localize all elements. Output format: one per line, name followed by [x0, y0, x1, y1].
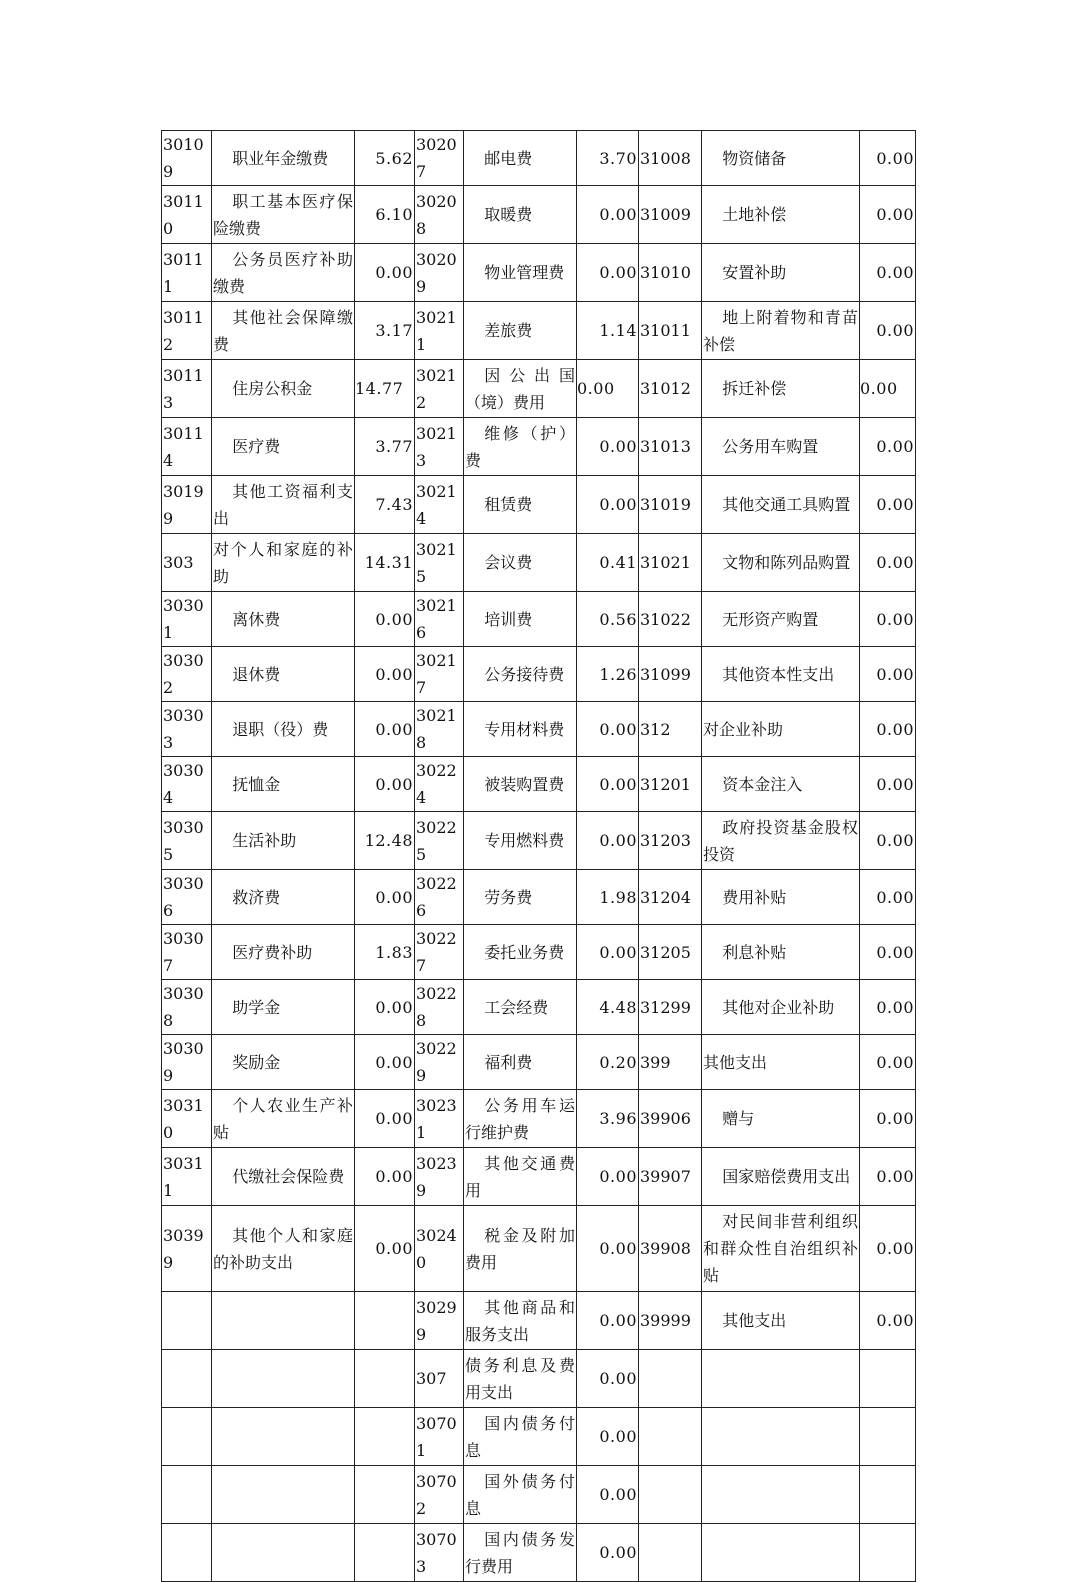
group3-amount-cell: 0.00 — [860, 302, 916, 360]
group2-amount-cell: 0.00 — [577, 360, 639, 418]
group3-code-cell: 31205 — [639, 925, 702, 980]
group1-code-cell: 30308 — [162, 980, 212, 1035]
group2-code-cell: 30209 — [415, 244, 464, 302]
group1-amount-cell: 0.00 — [355, 592, 415, 647]
group1-code-cell: 30110 — [162, 186, 212, 244]
group2-code-cell: 30231 — [415, 1090, 464, 1148]
group2-name-cell: 取暖费 — [464, 186, 577, 244]
group3-amount-cell: 0.00 — [860, 702, 916, 757]
group2-amount-cell: 0.00 — [577, 1292, 639, 1350]
group2-name-cell: 专用材料费 — [464, 702, 577, 757]
group2-amount-cell: 0.00 — [577, 418, 639, 476]
group1-code-cell: 30112 — [162, 302, 212, 360]
group3-code-cell: 31201 — [639, 757, 702, 812]
table-row — [162, 186, 916, 244]
group1-code-cell: 30302 — [162, 647, 212, 702]
group2-name-cell: 专用燃料费 — [464, 812, 577, 870]
group2-code-cell: 30228 — [415, 980, 464, 1035]
group2-amount-cell: 0.00 — [577, 1148, 639, 1206]
group3-name-cell — [702, 1524, 860, 1582]
group3-code-cell — [639, 1466, 702, 1524]
group3-name-cell — [702, 1350, 860, 1408]
group3-name-cell: 公务用车购置 — [702, 418, 860, 476]
group1-name-cell: 助学金 — [212, 980, 355, 1035]
group1-code-cell: 30304 — [162, 757, 212, 812]
group3-code-cell: 39908 — [639, 1206, 702, 1292]
group2-amount-cell: 1.98 — [577, 870, 639, 925]
group1-code-cell: 30305 — [162, 812, 212, 870]
group2-code-cell: 30215 — [415, 534, 464, 592]
group1-name-cell: 医疗费 — [212, 418, 355, 476]
group1-name-cell — [212, 1466, 355, 1524]
table-row — [162, 925, 916, 980]
group2-name-cell: 国外债务付息 — [464, 1466, 577, 1524]
group3-amount-cell: 0.00 — [860, 980, 916, 1035]
group1-name-cell: 救济费 — [212, 870, 355, 925]
group2-code-cell: 30702 — [415, 1466, 464, 1524]
group3-name-cell: 安置补助 — [702, 244, 860, 302]
group2-code-cell: 30207 — [415, 131, 464, 186]
group2-code-cell: 30703 — [415, 1524, 464, 1582]
group2-code-cell: 30240 — [415, 1206, 464, 1292]
group3-code-cell: 31009 — [639, 186, 702, 244]
group2-name-cell: 其他交通费用 — [464, 1148, 577, 1206]
group2-name-cell: 工会经费 — [464, 980, 577, 1035]
table-row — [162, 131, 916, 186]
group1-name-cell: 个人农业生产补贴 — [212, 1090, 355, 1148]
budget-expense-table — [161, 130, 916, 1582]
group2-code-cell: 30208 — [415, 186, 464, 244]
group2-code-cell: 30299 — [415, 1292, 464, 1350]
group1-code-cell — [162, 1466, 212, 1524]
group2-code-cell: 30225 — [415, 812, 464, 870]
group3-amount-cell: 0.00 — [860, 1148, 916, 1206]
table-row — [162, 1466, 916, 1524]
table-row — [162, 1408, 916, 1466]
group1-code-cell: 30307 — [162, 925, 212, 980]
group3-name-cell: 文物和陈列品购置 — [702, 534, 860, 592]
group2-code-cell: 30218 — [415, 702, 464, 757]
table-row — [162, 1148, 916, 1206]
table-body — [162, 131, 916, 1582]
group3-amount-cell: 0.00 — [860, 812, 916, 870]
group2-name-cell: 公务用车运行维护费 — [464, 1090, 577, 1148]
group1-amount-cell: 14.31 — [355, 534, 415, 592]
group2-code-cell: 30227 — [415, 925, 464, 980]
table-row — [162, 1206, 916, 1292]
group3-code-cell: 31019 — [639, 476, 702, 534]
group1-code-cell: 30199 — [162, 476, 212, 534]
group2-name-cell: 培训费 — [464, 592, 577, 647]
group2-amount-cell: 0.00 — [577, 702, 639, 757]
group2-name-cell: 租赁费 — [464, 476, 577, 534]
group3-name-cell: 其他交通工具购置 — [702, 476, 860, 534]
group1-name-cell — [212, 1350, 355, 1408]
group1-amount-cell: 7.43 — [355, 476, 415, 534]
group3-code-cell: 31022 — [639, 592, 702, 647]
group3-amount-cell — [860, 1466, 916, 1524]
group1-amount-cell: 3.77 — [355, 418, 415, 476]
group2-amount-cell: 0.00 — [577, 244, 639, 302]
group1-code-cell: 30309 — [162, 1035, 212, 1090]
group1-name-cell: 抚恤金 — [212, 757, 355, 812]
group3-code-cell: 39906 — [639, 1090, 702, 1148]
table-row — [162, 302, 916, 360]
group2-amount-cell: 0.00 — [577, 925, 639, 980]
group3-name-cell: 地上附着物和青苗补偿 — [702, 302, 860, 360]
group3-amount-cell: 0.00 — [860, 592, 916, 647]
group1-name-cell: 奖励金 — [212, 1035, 355, 1090]
group2-name-cell: 会议费 — [464, 534, 577, 592]
group2-name-cell: 被装购置费 — [464, 757, 577, 812]
group2-name-cell: 因公出国（境）费用 — [464, 360, 577, 418]
group3-amount-cell: 0.00 — [860, 244, 916, 302]
group3-name-cell: 政府投资基金股权投资 — [702, 812, 860, 870]
group1-amount-cell: 0.00 — [355, 870, 415, 925]
group1-amount-cell: 3.17 — [355, 302, 415, 360]
group2-name-cell: 委托业务费 — [464, 925, 577, 980]
table-row — [162, 592, 916, 647]
group3-name-cell: 其他资本性支出 — [702, 647, 860, 702]
group2-amount-cell: 0.41 — [577, 534, 639, 592]
group1-amount-cell: 0.00 — [355, 647, 415, 702]
group1-name-cell: 医疗费补助 — [212, 925, 355, 980]
group2-amount-cell: 0.00 — [577, 186, 639, 244]
group1-name-cell: 其他工资福利支出 — [212, 476, 355, 534]
group1-amount-cell: 0.00 — [355, 980, 415, 1035]
group3-code-cell: 31012 — [639, 360, 702, 418]
group3-name-cell — [702, 1408, 860, 1466]
group3-code-cell: 312 — [639, 702, 702, 757]
group3-amount-cell: 0.00 — [860, 1206, 916, 1292]
group1-amount-cell: 0.00 — [355, 1090, 415, 1148]
group3-name-cell: 利息补贴 — [702, 925, 860, 980]
group3-name-cell — [702, 1466, 860, 1524]
group2-code-cell: 30212 — [415, 360, 464, 418]
table-row — [162, 702, 916, 757]
group2-code-cell: 30211 — [415, 302, 464, 360]
group3-code-cell: 31204 — [639, 870, 702, 925]
group2-code-cell: 30239 — [415, 1148, 464, 1206]
table-row — [162, 1090, 916, 1148]
group1-code-cell — [162, 1292, 212, 1350]
group3-amount-cell: 0.00 — [860, 360, 916, 418]
group2-code-cell: 30226 — [415, 870, 464, 925]
group2-amount-cell: 0.56 — [577, 592, 639, 647]
group3-name-cell: 费用补贴 — [702, 870, 860, 925]
group2-name-cell: 其他商品和服务支出 — [464, 1292, 577, 1350]
group2-name-cell: 公务接待费 — [464, 647, 577, 702]
group2-amount-cell: 0.00 — [577, 1206, 639, 1292]
group3-amount-cell: 0.00 — [860, 647, 916, 702]
group3-amount-cell: 0.00 — [860, 757, 916, 812]
group1-code-cell: 30301 — [162, 592, 212, 647]
group3-code-cell: 31010 — [639, 244, 702, 302]
group3-code-cell: 31013 — [639, 418, 702, 476]
group1-code-cell: 303 — [162, 534, 212, 592]
group2-code-cell: 307 — [415, 1350, 464, 1408]
group3-name-cell: 无形资产购置 — [702, 592, 860, 647]
group3-amount-cell: 0.00 — [860, 476, 916, 534]
group3-code-cell: 31099 — [639, 647, 702, 702]
table-row — [162, 1524, 916, 1582]
group1-name-cell: 职工基本医疗保险缴费 — [212, 186, 355, 244]
group1-amount-cell: 0.00 — [355, 1035, 415, 1090]
group2-code-cell: 30217 — [415, 647, 464, 702]
group1-amount-cell: 14.77 — [355, 360, 415, 418]
group3-code-cell: 31299 — [639, 980, 702, 1035]
group1-code-cell: 30111 — [162, 244, 212, 302]
group3-amount-cell: 0.00 — [860, 418, 916, 476]
group3-code-cell: 31011 — [639, 302, 702, 360]
group1-amount-cell: 0.00 — [355, 757, 415, 812]
group3-name-cell: 物资储备 — [702, 131, 860, 186]
group1-amount-cell — [355, 1350, 415, 1408]
table-row — [162, 360, 916, 418]
group3-amount-cell: 0.00 — [860, 870, 916, 925]
group3-amount-cell — [860, 1524, 916, 1582]
group1-amount-cell: 0.00 — [355, 244, 415, 302]
table-row — [162, 534, 916, 592]
group1-name-cell — [212, 1292, 355, 1350]
group2-code-cell: 30224 — [415, 757, 464, 812]
group1-name-cell: 代缴社会保险费 — [212, 1148, 355, 1206]
group2-name-cell: 国内债务发行费用 — [464, 1524, 577, 1582]
group3-amount-cell: 0.00 — [860, 1035, 916, 1090]
group3-name-cell: 土地补偿 — [702, 186, 860, 244]
table-row — [162, 418, 916, 476]
group2-amount-cell: 0.00 — [577, 757, 639, 812]
group3-code-cell: 31008 — [639, 131, 702, 186]
group2-name-cell: 国内债务付息 — [464, 1408, 577, 1466]
group1-code-cell: 30310 — [162, 1090, 212, 1148]
table-row — [162, 647, 916, 702]
group3-code-cell — [639, 1408, 702, 1466]
group2-amount-cell: 1.14 — [577, 302, 639, 360]
group1-name-cell: 其他个人和家庭的补助支出 — [212, 1206, 355, 1292]
group1-name-cell: 退职（役）费 — [212, 702, 355, 757]
group2-amount-cell: 0.00 — [577, 1350, 639, 1408]
group1-name-cell: 退休费 — [212, 647, 355, 702]
group3-name-cell: 资本金注入 — [702, 757, 860, 812]
group3-code-cell: 39907 — [639, 1148, 702, 1206]
group3-code-cell: 399 — [639, 1035, 702, 1090]
group3-name-cell: 其他对企业补助 — [702, 980, 860, 1035]
group2-name-cell: 邮电费 — [464, 131, 577, 186]
group1-amount-cell: 12.48 — [355, 812, 415, 870]
group2-name-cell: 物业管理费 — [464, 244, 577, 302]
group1-name-cell — [212, 1524, 355, 1582]
group1-code-cell — [162, 1524, 212, 1582]
group2-code-cell: 30214 — [415, 476, 464, 534]
group1-code-cell — [162, 1408, 212, 1466]
group3-code-cell — [639, 1524, 702, 1582]
group2-amount-cell: 0.00 — [577, 1524, 639, 1582]
group1-code-cell: 30311 — [162, 1148, 212, 1206]
group1-amount-cell — [355, 1524, 415, 1582]
group3-amount-cell — [860, 1350, 916, 1408]
group3-amount-cell — [860, 1408, 916, 1466]
group1-amount-cell: 1.83 — [355, 925, 415, 980]
group1-name-cell: 其他社会保障缴费 — [212, 302, 355, 360]
group1-name-cell: 住房公积金 — [212, 360, 355, 418]
group1-amount-cell: 0.00 — [355, 1148, 415, 1206]
group1-name-cell: 职业年金缴费 — [212, 131, 355, 186]
group3-amount-cell: 0.00 — [860, 925, 916, 980]
group2-amount-cell: 3.70 — [577, 131, 639, 186]
group3-name-cell: 对企业补助 — [702, 702, 860, 757]
group1-name-cell: 离休费 — [212, 592, 355, 647]
group3-code-cell: 31021 — [639, 534, 702, 592]
group1-amount-cell — [355, 1292, 415, 1350]
table-row — [162, 870, 916, 925]
group2-name-cell: 债务利息及费用支出 — [464, 1350, 577, 1408]
group2-amount-cell: 4.48 — [577, 980, 639, 1035]
group2-name-cell: 差旅费 — [464, 302, 577, 360]
group2-amount-cell: 0.20 — [577, 1035, 639, 1090]
group3-amount-cell: 0.00 — [860, 1292, 916, 1350]
group2-amount-cell: 3.96 — [577, 1090, 639, 1148]
group3-name-cell: 其他支出 — [702, 1292, 860, 1350]
group1-code-cell: 30109 — [162, 131, 212, 186]
group2-name-cell: 维修（护）费 — [464, 418, 577, 476]
group1-amount-cell: 6.10 — [355, 186, 415, 244]
group2-name-cell: 税金及附加费用 — [464, 1206, 577, 1292]
group2-amount-cell: 0.00 — [577, 812, 639, 870]
group2-code-cell: 30213 — [415, 418, 464, 476]
group3-code-cell — [639, 1350, 702, 1408]
group3-name-cell: 拆迁补偿 — [702, 360, 860, 418]
group1-code-cell — [162, 1350, 212, 1408]
group3-name-cell: 国家赔偿费用支出 — [702, 1148, 860, 1206]
group1-amount-cell — [355, 1466, 415, 1524]
group3-name-cell: 赠与 — [702, 1090, 860, 1148]
table-row — [162, 1350, 916, 1408]
group2-name-cell: 劳务费 — [464, 870, 577, 925]
group3-name-cell: 其他支出 — [702, 1035, 860, 1090]
group1-name-cell: 公务员医疗补助缴费 — [212, 244, 355, 302]
group1-name-cell — [212, 1408, 355, 1466]
table-row — [162, 244, 916, 302]
group2-code-cell: 30701 — [415, 1408, 464, 1466]
group1-code-cell: 30113 — [162, 360, 212, 418]
group2-name-cell: 福利费 — [464, 1035, 577, 1090]
group2-code-cell: 30216 — [415, 592, 464, 647]
table-row — [162, 812, 916, 870]
group2-amount-cell: 0.00 — [577, 1408, 639, 1466]
group1-amount-cell — [355, 1408, 415, 1466]
group1-amount-cell: 0.00 — [355, 1206, 415, 1292]
group2-code-cell: 30229 — [415, 1035, 464, 1090]
group1-amount-cell: 0.00 — [355, 702, 415, 757]
table-row — [162, 980, 916, 1035]
group1-code-cell: 30303 — [162, 702, 212, 757]
group3-name-cell: 对民间非营利组织和群众性自治组织补贴 — [702, 1206, 860, 1292]
table-row — [162, 1292, 916, 1350]
group3-amount-cell: 0.00 — [860, 534, 916, 592]
group2-amount-cell: 1.26 — [577, 647, 639, 702]
group1-code-cell: 30399 — [162, 1206, 212, 1292]
group3-amount-cell: 0.00 — [860, 1090, 916, 1148]
group1-name-cell: 生活补助 — [212, 812, 355, 870]
group3-code-cell: 31203 — [639, 812, 702, 870]
table-row — [162, 757, 916, 812]
group1-code-cell: 30306 — [162, 870, 212, 925]
group2-amount-cell: 0.00 — [577, 1466, 639, 1524]
table-row — [162, 476, 916, 534]
group3-amount-cell: 0.00 — [860, 131, 916, 186]
group3-amount-cell: 0.00 — [860, 186, 916, 244]
group1-name-cell: 对个人和家庭的补助 — [212, 534, 355, 592]
table-row — [162, 1035, 916, 1090]
group2-amount-cell: 0.00 — [577, 476, 639, 534]
group3-code-cell: 39999 — [639, 1292, 702, 1350]
group1-amount-cell: 5.62 — [355, 131, 415, 186]
group1-code-cell: 30114 — [162, 418, 212, 476]
